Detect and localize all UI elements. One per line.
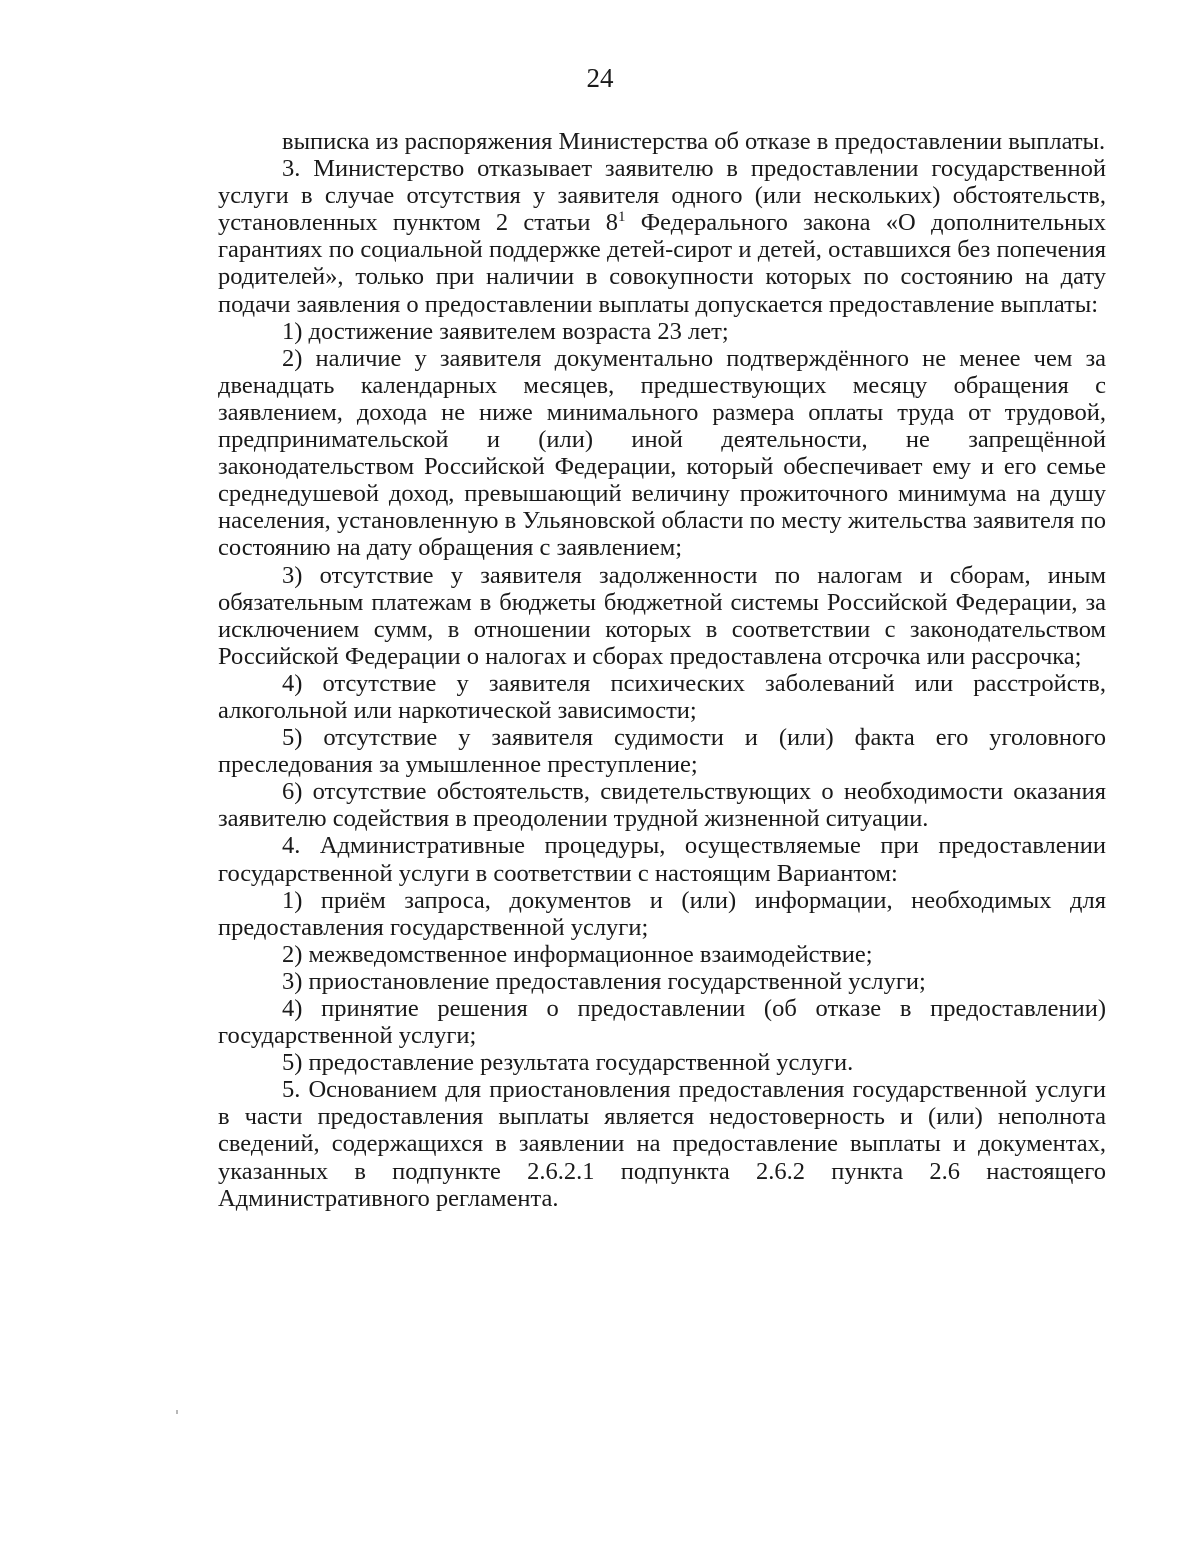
article-superscript: 1 [618, 209, 626, 226]
scan-speck [176, 1410, 178, 1414]
paragraph-refusal-extract: выписка из распоряжения Министерства об отказе в предоставлении выплаты. [282, 128, 1106, 155]
condition-item-3: 3) отсутствие у заявителя задолженности по налогам и сборам, иным обязательным платежам в бюджеты бюджетной системы Российской Федерации, за исключением сумм, в отношении которых в соответствии с законодательством Российской Федерации о налогах и сборах предоставлена отсрочка или рассрочка; [218, 561, 1106, 670]
procedure-item-2: 2) межведомственное информационное взаимодействие; [282, 940, 873, 968]
condition-item-4: 4) отсутствие у заявителя психических заболеваний или расстройств, алкогольной или наркотической зависимости; [218, 669, 1106, 724]
page-number: 24 [586, 63, 614, 93]
paragraph-3-refusal-grounds [218, 155, 1106, 318]
document-body [218, 128, 1106, 1212]
procedure-item-1: 1) приём запроса, документов и (или) информации, необходимых для предоставления государственной услуги; [218, 886, 1106, 941]
paragraph-5-suspension-grounds: 5. Основанием для приостановления предоставления государственной услуги в части предоставления выплаты является недостоверность и (или) неполнота сведений, содержащихся в заявлении на предоставление выплаты и документах, указанных в подпункте 2.6.2.1 подпункта 2.6.2 пункта 2.6 настоящего Административного регламента. [218, 1076, 1106, 1212]
condition-item-1: 1) достижение заявителем возраста 23 лет; [282, 317, 729, 345]
condition-item-2: 2) наличие у заявителя документально подтверждённого не менее чем за двенадцать календарных месяцев, предшествующих месяцу обращения с заявлением, дохода не ниже минимального размера оплаты труда от трудовой, предпринимательской и (или) иной деятельности, не запрещённой законодательством Российской Федерации, который обеспечивает ему и его семье среднедушевой доход, превышающий величину прожиточного минимума на душу населения, установленную в Ульяновской области по месту жительства заявителя по состоянию на дату обращения с заявлением; [218, 344, 1106, 562]
paragraph-3-text-after: Федерального закона «О дополнительных гарантиях по социальной поддержке детей-сирот и детей, оставшихся без попечения родителей», только при наличии в совокупности которых по состоянию на дату подачи заявления о предоставлении выплаты допускается предоставление выплаты: [218, 209, 1107, 318]
procedure-item-3: 3) приостановление предоставления государственной услуги; [282, 967, 926, 995]
procedure-item-4: 4) принятие решения о предоставлении (об отказе в предоставлении) государственной услуги; [218, 995, 1106, 1050]
paragraph-3-text-before: 3. Министерство отказывает заявителю в предоставлении государственной услуги в случае отсутствия у заявителя одного (или нескольких) обстоятельств, установленных пунктом 2 статьи 8 [218, 155, 1106, 237]
procedure-item-5: 5) предоставление результата государственной услуги. [282, 1049, 854, 1077]
condition-item-6: 6) отсутствие обстоятельств, свидетельствующих о необходимости оказания заявителю содействия в преодолении трудной жизненной ситуации. [218, 778, 1106, 833]
condition-item-5: 5) отсутствие у заявителя судимости и (или) факта его уголовного преследования за умышленное преступление; [218, 724, 1106, 779]
paragraph-4-procedures: 4. Административные процедуры, осуществляемые при предоставлении государственной услуги в соответствии с настоящим Вариантом: [218, 832, 1106, 887]
